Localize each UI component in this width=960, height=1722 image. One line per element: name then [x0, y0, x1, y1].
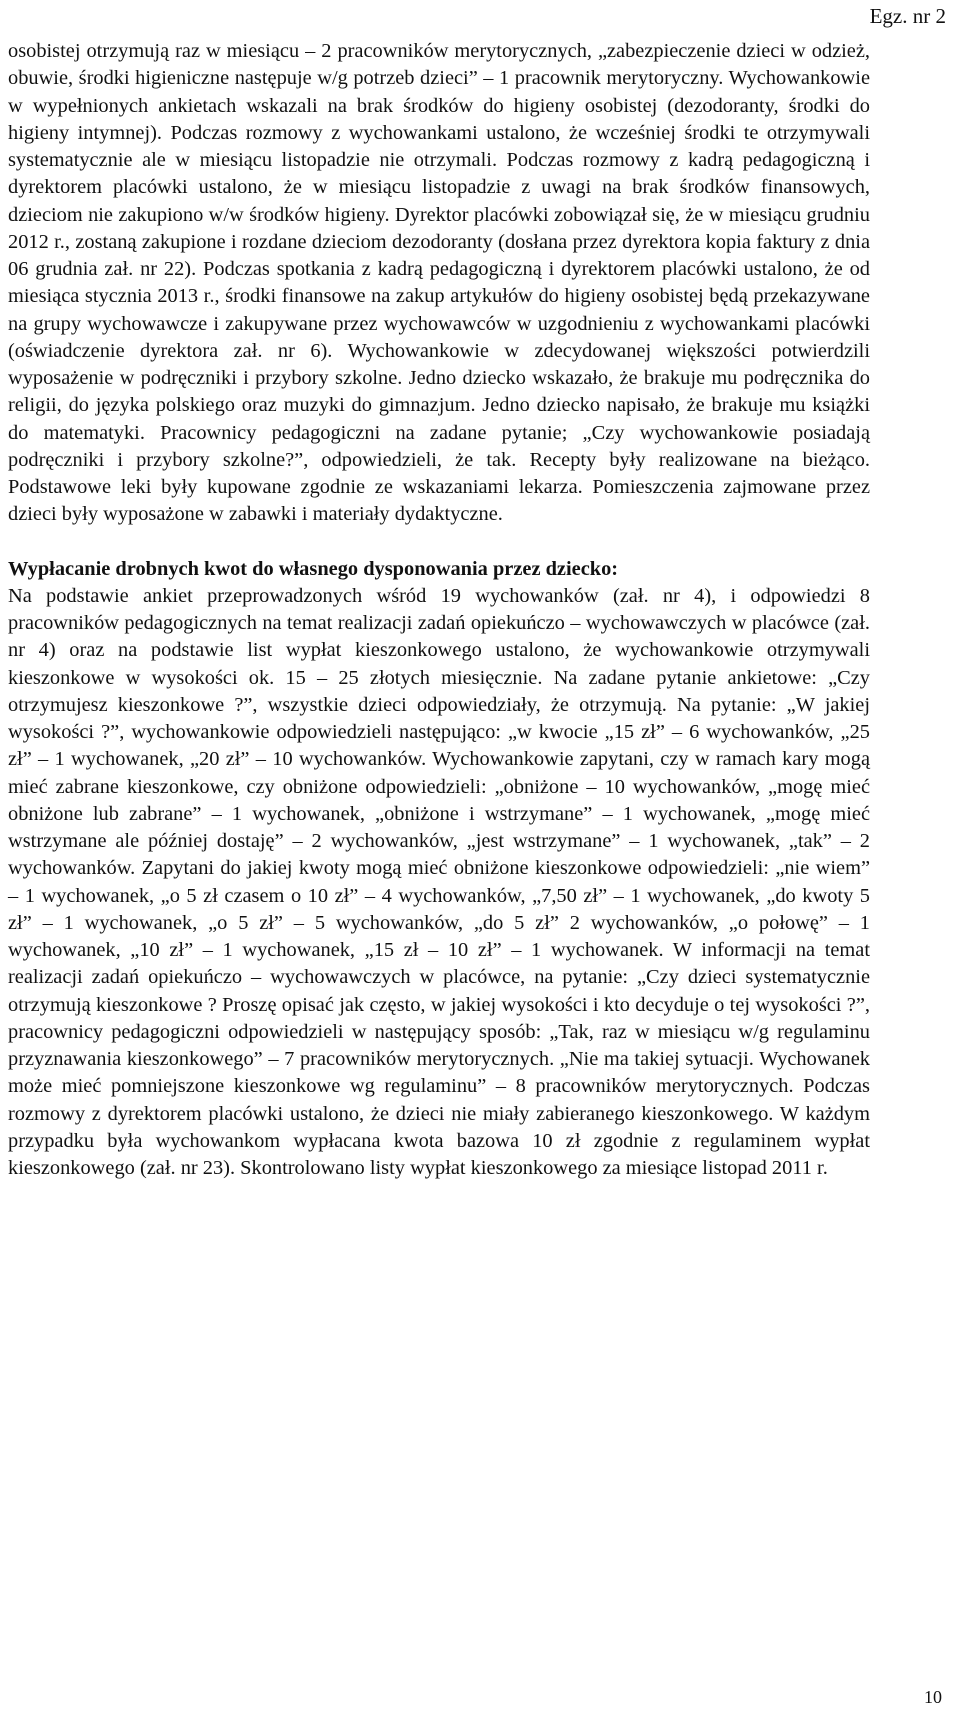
section-heading-pocket-money: Wypłacanie drobnych kwot do własnego dysponowania przez dziecko:	[8, 557, 619, 580]
page-number: 10	[924, 1687, 942, 1707]
document-body	[8, 38, 870, 1182]
paragraph-pocket-money: Na podstawie ankiet przeprowadzonych wśród 19 wychowanków (zał. nr 4), i odpowiedzi 8 pracowników pedagogicznych na temat realizacji zadań opiekuńczo – wychowawczych w placówce (zał. nr 4) oraz na podstawie list wypłat kieszonkowego ustalono, że wychowankowie otrzymywali kieszonkowe w wysokości ok. 15 – 25 złotych miesięcznie. Na zadane pytanie ankietowe: „Czy otrzymujesz kieszonkowe ?”, wszystkie dzieci odpowiedziały, że otrzymują. Na pytanie: „W jakiej wysokości ?”, wychowankowie odpowiedzieli następująco: „w kwocie „15 zł” – 6 wychowanków, „25 zł” – 1 wychowanek, „20 zł” – 10 wychowanków. Wychowankowie zapytani, czy w ramach kary mogą mieć zabrane kieszonkowe, czy obniżone odpowiedzieli: „obniżone – 10 wychowanków, „mogę mieć obniżone lub zabrane” – 1 wychowanek, „obniżone i wstrzymane” – 1 wychowanek, „mogę mieć wstrzymane ale później dostaję” – 2 wychowanków, „jest wstrzymane” – 1 wychowanek, „tak” – 2 wychowanków. Zapytani do jakiej kwoty mogą mieć obniżone kieszonkowe odpowiedzieli: „nie wiem” – 1 wychowanek, „o 5 zł czasem o 10 zł” – 4 wychowanków, „7,50 zł” – 1 wychowanek, „do kwoty 5 zł” – 1 wychowanek, „o 5 zł” – 5 wychowanków, „do 5 zł” 2 wychowanków, „o połowę” – 1 wychowanek, „10 zł” – 1 wychowanek, „15 zł – 10 zł” – 1 wychowanek. W informacji na temat realizacji zadań opiekuńczo – wychowawczych w placówce, na pytanie: „Czy dzieci systematycznie otrzymują kieszonkowe ? Proszę opisać jak często, w jakiej wysokości i kto decyduje o tej wysokości ?”, pracownicy pedagogiczni odpowiedzieli w następujący sposób: „Tak, raz w miesiącu w/g regulaminu przyznawania kieszonkowego” – 7 pracowników merytorycznych. „Nie ma takiej sytuacji. Wychowanek może mieć pomniejszone kieszonkowe wg regulaminu” – 8 pracowników merytorycznych. Podczas rozmowy z dyrektorem placówki ustalono, że dzieci nie miały zabieranego kieszonkowego. W każdym przypadku była wychowankom wypłacana kwota bazowa 10 zł zgodnie z regulaminem wypłat kieszonkowego (zał. nr 23). Skontrolowano listy wypłat kieszonkowego za miesiące listopad 2011 r.	[8, 584, 870, 1179]
paragraph-hygiene-and-supplies: osobistej otrzymują raz w miesiącu – 2 pracowników merytorycznych, „zabezpieczenie dzieci w odzież, obuwie, środki higieniczne następuje w/g potrzeb dzieci” – 1 pracownik merytoryczny. Wychowankowie w wypełnionych ankietach wskazali na brak środków do higieny osobistej (dezodoranty, środki do higieny intymnej). Podczas rozmowy z wychowankami ustalono, że wcześniej środki te otrzymywali systematycznie ale w miesiącu listopadzie nie otrzymali. Podczas rozmowy z kadrą pedagogiczną i dyrektorem placówki ustalono, że w miesiącu listopadzie z uwagi na brak środków finansowych, dzieciom nie zakupiono w/w środków higieny. Dyrektor placówki zobowiązał się, że w miesiącu grudniu 2012 r., zostaną zakupione i rozdane dzieciom dezodoranty (dosłana przez dyrektora kopia faktury z dnia 06 grudnia zał. nr 22). Podczas spotkania z kadrą pedagogiczną i dyrektorem placówki ustalono, że od miesiąca stycznia 2013 r., środki finansowe na zakup artykułów do higieny osobistej będą przekazywane na grupy wychowawcze i zakupywane przez wychowawców w uzgodnieniu z wychowankami placówki (oświadczenie dyrektora zał. nr 6). Wychowankowie w zdecydowanej większości potwierdzili wyposażenie w podręczniki i przybory szkolne. Jedno dziecko wskazało, że brakuje mu podręcznika do religii, do języka polskiego oraz muzyki do gimnazjum. Jedno dziecko napisało, że brakuje mu książki do matematyki. Pracownicy pedagogiczni na zadane pytanie; „Czy wychowankowie posiadają podręczniki i przybory szkolne?”, odpowiedzieli, że tak. Recepty były realizowane na bieżąco. Podstawowe leki były kupowane zgodnie ze wskazaniami lekarza. Pomieszczenia zajmowane przez dzieci były wyposażone w zabawki i materiały dydaktyczne.	[8, 40, 870, 526]
copy-number-label: Egz. nr 2	[869, 4, 946, 28]
